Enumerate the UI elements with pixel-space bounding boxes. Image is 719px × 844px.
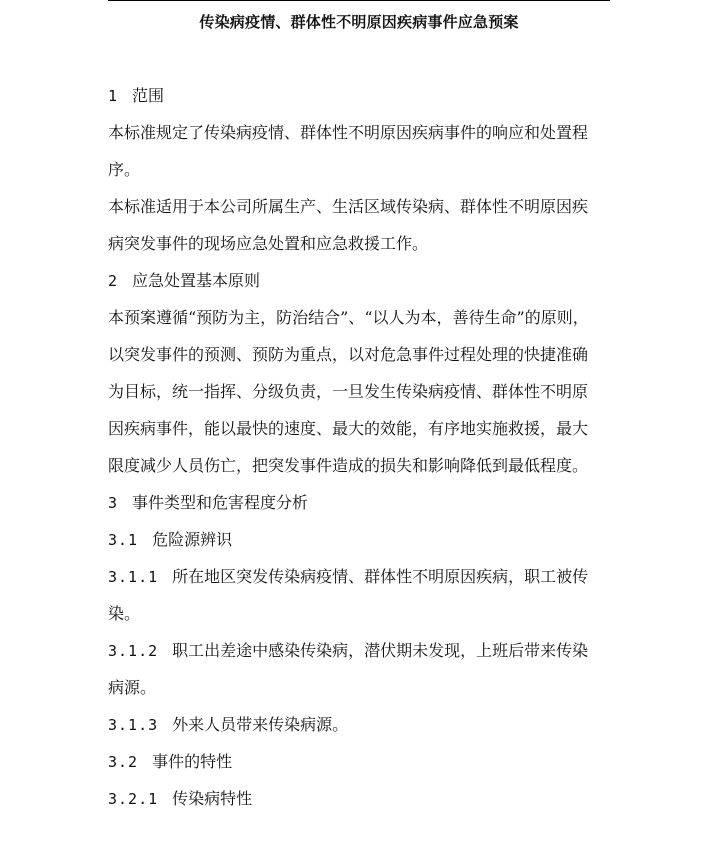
section-title: 危险源辨识: [152, 530, 233, 549]
subsection-heading-3-2: [108, 743, 610, 780]
section-heading-2: [108, 262, 610, 299]
document-body: [108, 77, 610, 817]
clause-text: 传染病特性: [172, 789, 253, 808]
paragraph-line: 病源。: [108, 678, 157, 697]
paragraph-line: 限度减少人员伤亡，把突发事件造成的损失和影响降低到最低程度。: [108, 456, 589, 475]
section-number: 3.2.1: [108, 790, 159, 808]
paragraph-line: 染。: [108, 604, 141, 623]
section-number: 3.1.1: [108, 568, 159, 586]
clause-text: 外来人员带来传染病源。: [172, 715, 349, 734]
section-number: 3: [108, 494, 119, 512]
clause-3-1-2: [108, 632, 610, 669]
paragraph-line: 本标准适用于本公司所属生产、生活区域传染病、群体性不明原因疾: [108, 197, 589, 216]
subsection-heading-3-1: [108, 521, 610, 558]
section-title: 事件类型和危害程度分析: [132, 493, 309, 512]
section-number: 3.1.2: [108, 642, 159, 660]
section-number: 3.1.3: [108, 716, 159, 734]
paragraph-line: 本标准规定了传染病疫情、群体性不明原因疾病事件的响应和处置程: [108, 123, 589, 142]
section-number: 1: [108, 87, 119, 105]
clause-text: 所在地区突发传染病疫情、群体性不明原因疾病，职工被传: [172, 567, 589, 586]
paragraph-line: 因疾病事件，能以最快的速度、最大的效能，有序地实施救援，最大: [108, 419, 589, 438]
section-number: 2: [108, 272, 119, 290]
document-title: 传染病疫情、群体性不明原因疾病事件应急预案: [199, 13, 519, 31]
clause-3-1-1: [108, 558, 610, 595]
section-title: 应急处置基本原则: [132, 271, 261, 290]
section-number: 3.1: [108, 531, 139, 549]
section-heading-1: [108, 77, 610, 114]
section-heading-3: [108, 484, 610, 521]
clause-3-1-3: [108, 706, 610, 743]
section-title: 范围: [132, 86, 165, 105]
header-rule: [108, 0, 610, 1]
paragraph-line: 本预案遵循“预防为主，防治结合”、“以人为本，善待生命”的原则，: [108, 308, 589, 327]
paragraph-line: 病突发事件的现场应急处置和应急救援工作。: [108, 234, 429, 253]
paragraph-line: 序。: [108, 160, 141, 179]
clause-3-2-1: [108, 780, 610, 817]
clause-text: 职工出差途中感染传染病，潜伏期未发现，上班后带来传染: [172, 641, 589, 660]
section-number: 3.2: [108, 753, 139, 771]
paragraph-line: 为目标，统一指挥、分级负责，一旦发生传染病疫情、群体性不明原: [108, 382, 589, 401]
section-title: 事件的特性: [152, 752, 233, 771]
paragraph-line: 以突发事件的预测、预防为重点，以对危急事件过程处理的快捷准确: [108, 345, 589, 364]
